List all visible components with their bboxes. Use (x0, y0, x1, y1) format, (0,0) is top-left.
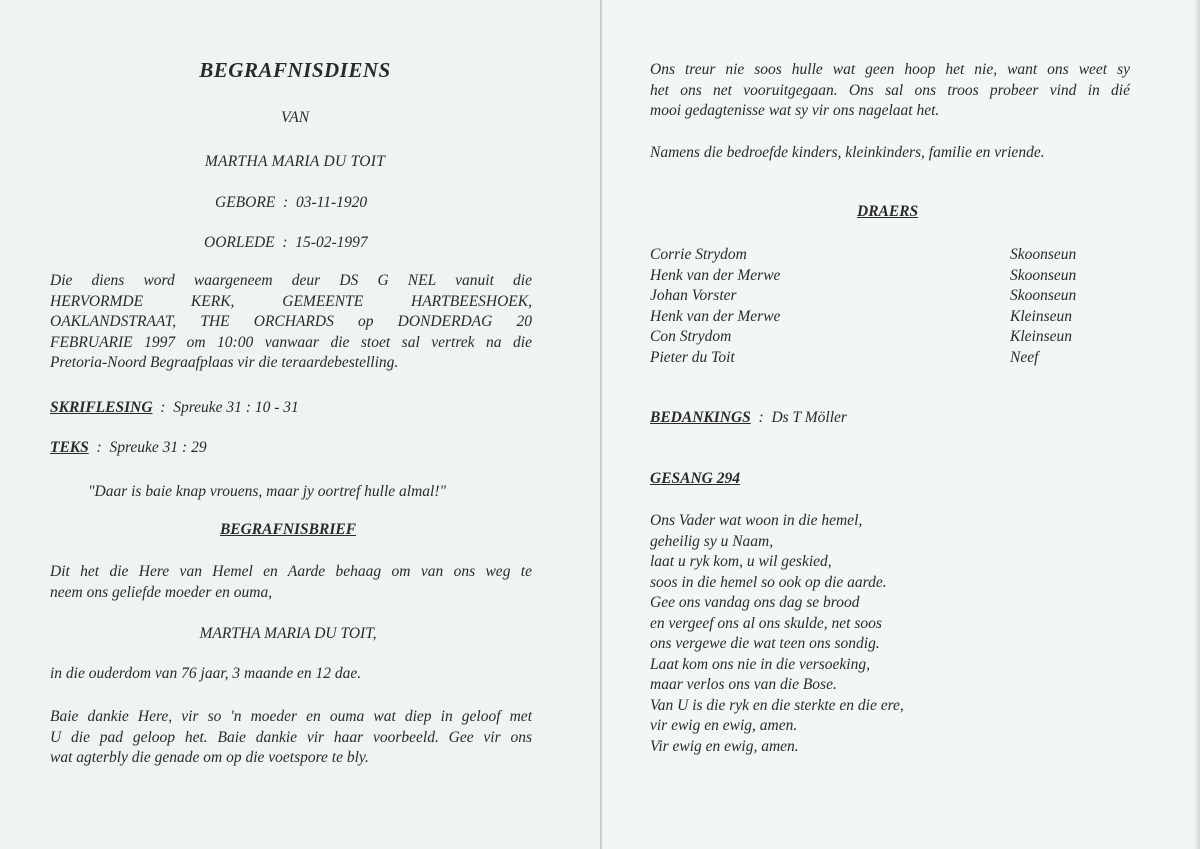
right-page (602, 0, 1200, 849)
born-row (215, 193, 367, 213)
thanks-line: Baie dankie Here, vir so 'n moeder en ouma wat diep in geloof met (50, 708, 532, 725)
reading-ref: Spreuke 31 : 10 - 31 (173, 399, 299, 416)
bearer-name: Henk van der Merwe (650, 307, 781, 325)
service-line: Pretoria-Noord Begraafplaas vir die teraardebestelling. (50, 354, 399, 371)
bearer-relation: Skoonseun (1010, 266, 1077, 284)
text-ref: Spreuke 31 : 29 (109, 439, 207, 456)
thanks-line: wat agterbly die genade om op die voetspore te bly. (50, 749, 369, 766)
born-date: 03-11-1920 (295, 194, 368, 211)
reading-separator: : (156, 399, 170, 416)
family-line: Namens die bedroefde kinders, kleinkinders, familie en vriende. (650, 144, 1045, 161)
thanks-label: BEDANKINGS (650, 409, 751, 426)
born-separator: : (279, 194, 293, 211)
died-label: OORLEDE (204, 234, 275, 251)
bearer-name: Con Strydom (650, 328, 732, 345)
thanks-row (650, 408, 847, 428)
hymn-heading: GESANG 294 (650, 470, 741, 487)
hymn-line: ons vergewe die wat teen ons sondig. (650, 635, 880, 652)
text-separator: : (92, 439, 106, 456)
thanks-by: Ds T Möller (771, 409, 847, 426)
service-line: Die diens word waargeneem deur DS G NEL vanuit die (50, 272, 532, 289)
bearer-relation: Kleinseun (1010, 307, 1072, 325)
service-line: HERVORMDE KERK, GEMEENTE HARTBEESHOEK, (50, 292, 532, 310)
bearer-name: Johan Vorster (650, 287, 737, 304)
quote: "Daar is baie knap vrouens, maar jy oortref hulle almal!" (88, 483, 446, 500)
text-row (50, 438, 207, 458)
bearer-name: Corrie Strydom (650, 246, 747, 263)
hymn-line: Gee ons vandag ons dag se brood (650, 594, 860, 611)
bearer-name: Henk van der Merwe (650, 266, 781, 284)
age-line: in die ouderdom van 76 jaar, 3 maande en 12 dae. (50, 665, 362, 682)
letter-heading: BEGRAFNISBRIEF (219, 521, 357, 538)
hymn-line: Laat kom ons nie in die versoeking, (650, 655, 870, 673)
letter-intro (50, 562, 532, 603)
thanks-paragraph (50, 707, 532, 769)
van-label: VAN (280, 109, 310, 126)
bearer-relation: Skoonseun (1010, 246, 1077, 263)
thanks-line: U die pad geloop het. Baie dankie vir haar voorbeeld. Gee vir ons (50, 728, 532, 746)
hope-line: Ons treur nie soos hulle wat geen hoop het nie, want ons weet sy (650, 61, 1130, 78)
hope-line: het ons net vooruitgegaan. Ons sal ons troos probeer vind in dié (650, 81, 1130, 99)
died-row (204, 233, 368, 253)
bearer-relation: Kleinseun (1010, 328, 1072, 345)
text-label: TEKS (50, 439, 89, 456)
hymn-line: soos in die hemel so ook op die aarde. (650, 573, 887, 591)
deceased-name: MARTHA MARIA DU TOIT (204, 153, 386, 170)
born-label: GEBORE (215, 194, 276, 211)
letter-intro-line: neem ons geliefde moeder en ouma, (50, 583, 273, 601)
hope-paragraph (650, 60, 1130, 122)
letter-intro-line: Dit het die Here van Hemel en Aarde behaag om van ons weg te (50, 563, 532, 580)
hymn-line: geheilig sy u Naam, (650, 532, 774, 550)
died-separator: : (278, 234, 292, 251)
hope-line: mooi gedagtenisse wat sy vir ons nagelaat het. (650, 102, 940, 119)
hymn-line: Vir ewig en ewig, amen. (650, 737, 799, 755)
bearer-relation: Neef (1010, 348, 1039, 366)
hymn-line: vir ewig en ewig, amen. (650, 717, 798, 734)
bearer-name: Pieter du Toit (650, 348, 735, 366)
hymn-line: Van U is die ryk en die sterkte en die ere, (650, 696, 904, 714)
service-line: OAKLANDSTRAAT, THE ORCHARDS op DONDERDAG 20 (50, 313, 532, 330)
died-date: 15-02-1997 (295, 234, 368, 251)
service-line: FEBRUARIE 1997 om 10:00 vanwaar die stoet sal vertrek na die (50, 333, 532, 351)
hymn-text (650, 511, 904, 757)
thanks-separator: : (754, 409, 768, 426)
hymn-line: laat u ryk kom, u wil geskied, (650, 553, 832, 570)
hymn-line: en vergeef ons al ons skulde, net soos (650, 614, 882, 632)
reading-label: SKRIFLESING (50, 399, 153, 416)
page-edge (1194, 0, 1200, 849)
service-paragraph (50, 271, 532, 374)
letter-name: MARTHA MARIA DU TOIT, (199, 625, 377, 642)
bearer-relation: Skoonseun (1010, 287, 1077, 304)
hymn-line: maar verlos ons van die Bose. (650, 676, 837, 693)
page-title: BEGRAFNISDIENS (199, 58, 391, 82)
reading-row (50, 398, 299, 418)
bearers-heading: DRAERS (857, 203, 919, 220)
hymn-line: Ons Vader wat woon in die hemel, (650, 512, 863, 529)
